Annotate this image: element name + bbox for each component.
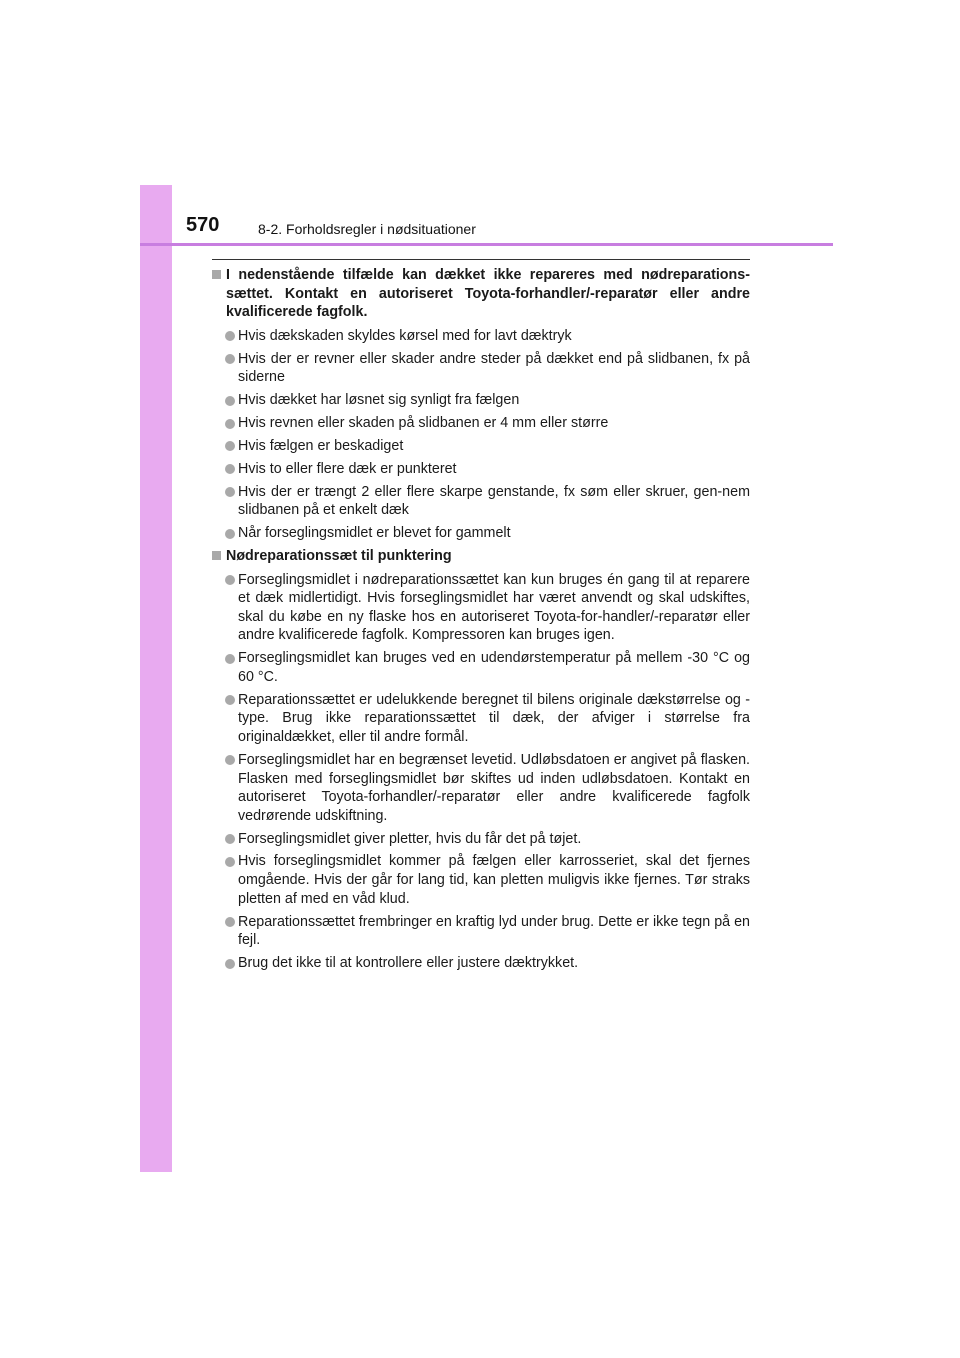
list-item: [212, 350, 750, 387]
circle-bullet-icon: [225, 755, 235, 765]
list-item: [212, 751, 750, 825]
circle-bullet-icon: [225, 396, 235, 406]
list-item-text: Reparationssættet er udelukkende beregnet til bilens originale dækstørrelse og -type. Brug ikke reparationssættet til dæk, der afviger i størrelse fra originaldækket, eller til andre formål.: [238, 691, 750, 746]
section-title: 8-2. Forholdsregler i nødsituationer: [258, 221, 476, 237]
page-number: 570: [186, 214, 220, 236]
list-item: [212, 483, 750, 520]
list-item-text: Hvis der er trængt 2 eller flere skarpe genstande, fx søm eller skruer, gen-nem slidbanen på et enkelt dæk: [238, 483, 750, 519]
list-item-text: Forseglingsmidlet kan bruges ved en udendørstemperatur på mellem -30 °C og 60 °C.: [238, 650, 750, 685]
circle-bullet-icon: [225, 857, 235, 867]
list-item: [212, 460, 750, 479]
list-item-text: Hvis forseglingsmidlet kommer på fælgen eller karrosseriet, skal det fjernes omgående. Hvis der går for lang tid, kan pletten muligvis ikke fjernes. Tør straks pletten af med en våd klud.: [238, 853, 750, 907]
list-item-text: Når forseglingsmidlet er blevet for gammelt: [238, 525, 511, 542]
list-item: [212, 414, 750, 433]
circle-bullet-icon: [225, 695, 235, 705]
header-rule: [140, 243, 833, 246]
circle-bullet-icon: [225, 354, 235, 364]
square-bullet-icon: [212, 270, 221, 279]
list-item: [212, 391, 750, 410]
list-item: [212, 852, 750, 908]
circle-bullet-icon: [225, 441, 235, 451]
list-item-text: Hvis to eller flere dæk er punkteret: [238, 460, 457, 477]
list-item: [212, 913, 750, 950]
list-item-text: Forseglingsmidlet har en begrænset levetid. Udløbsdatoen er angivet på flasken. Flasken med forseglingsmidlet bør skiftes ud inden udløbsdatoen. Kontakt en autoriseret Toyota-forhandler/-reparatør eller andre kvalificerede fagfolk vedrørende udskiftning.: [238, 751, 750, 824]
circle-bullet-icon: [225, 419, 235, 429]
circle-bullet-icon: [225, 487, 235, 497]
list-item: [212, 571, 750, 645]
list-item-text: Reparationssættet frembringer en kraftig lyd under brug. Dette er ikke tegn på en fejl.: [238, 913, 750, 949]
list-item: [212, 954, 750, 973]
list-item-text: Hvis der er revner eller skader andre steder på dækket end på slidbanen, fx på siderne: [238, 350, 750, 386]
list-item-text: Forseglingsmidlet i nødreparationssættet kan kun bruges én gang til at reparere et dæk midlertidigt. Hvis forseglingsmidlet har været anvendt og skal udskiftes, skal du købe en ny flaske hos en autoriseret Toyota-for-handler/-reparatør eller andre kvalificerede fagfolk. Kompressoren kan bruges igen.: [238, 571, 750, 644]
square-bullet-icon: [212, 551, 221, 560]
chapter-side-tab: [140, 185, 172, 1172]
list-item: [212, 649, 750, 686]
circle-bullet-icon: [225, 654, 235, 664]
section-heading: [212, 266, 750, 322]
list-item: [212, 691, 750, 747]
section-heading: [212, 547, 750, 566]
section-group: [212, 266, 750, 543]
list-item: [212, 524, 750, 543]
list-item: [212, 327, 750, 346]
list-item-text: Hvis revnen eller skaden på slidbanen er 4 mm eller større: [238, 415, 609, 432]
circle-bullet-icon: [225, 834, 235, 844]
circle-bullet-icon: [225, 917, 235, 927]
page-content: [212, 266, 750, 977]
list-item: [212, 830, 750, 849]
list-item-text: Hvis dækket har løsnet sig synligt fra fælgen: [238, 392, 520, 409]
circle-bullet-icon: [225, 529, 235, 539]
list-item-text: Hvis fælgen er beskadiget: [238, 437, 404, 454]
list-item-text: Forseglingsmidlet giver pletter, hvis du får det på tøjet.: [238, 830, 582, 847]
section-heading-text: Nødreparationssæt til punktering: [226, 548, 452, 565]
list-item-text: Brug det ikke til at kontrollere eller justere dæktrykket.: [238, 955, 579, 972]
list-item: [212, 437, 750, 456]
list-item-text: Hvis dækskaden skyldes kørsel med for lavt dæktryk: [238, 327, 572, 344]
circle-bullet-icon: [225, 575, 235, 585]
section-group: [212, 547, 750, 973]
section-heading-text: I nedenstående tilfælde kan dækket ikke repareres med nødreparations-sættet. Kontakt en autoriseret Toyota-forhandler/-reparatør eller andre kvalificerede fagfolk.: [226, 267, 750, 321]
circle-bullet-icon: [225, 331, 235, 341]
section-divider: [212, 259, 750, 260]
circle-bullet-icon: [225, 464, 235, 474]
circle-bullet-icon: [225, 959, 235, 969]
